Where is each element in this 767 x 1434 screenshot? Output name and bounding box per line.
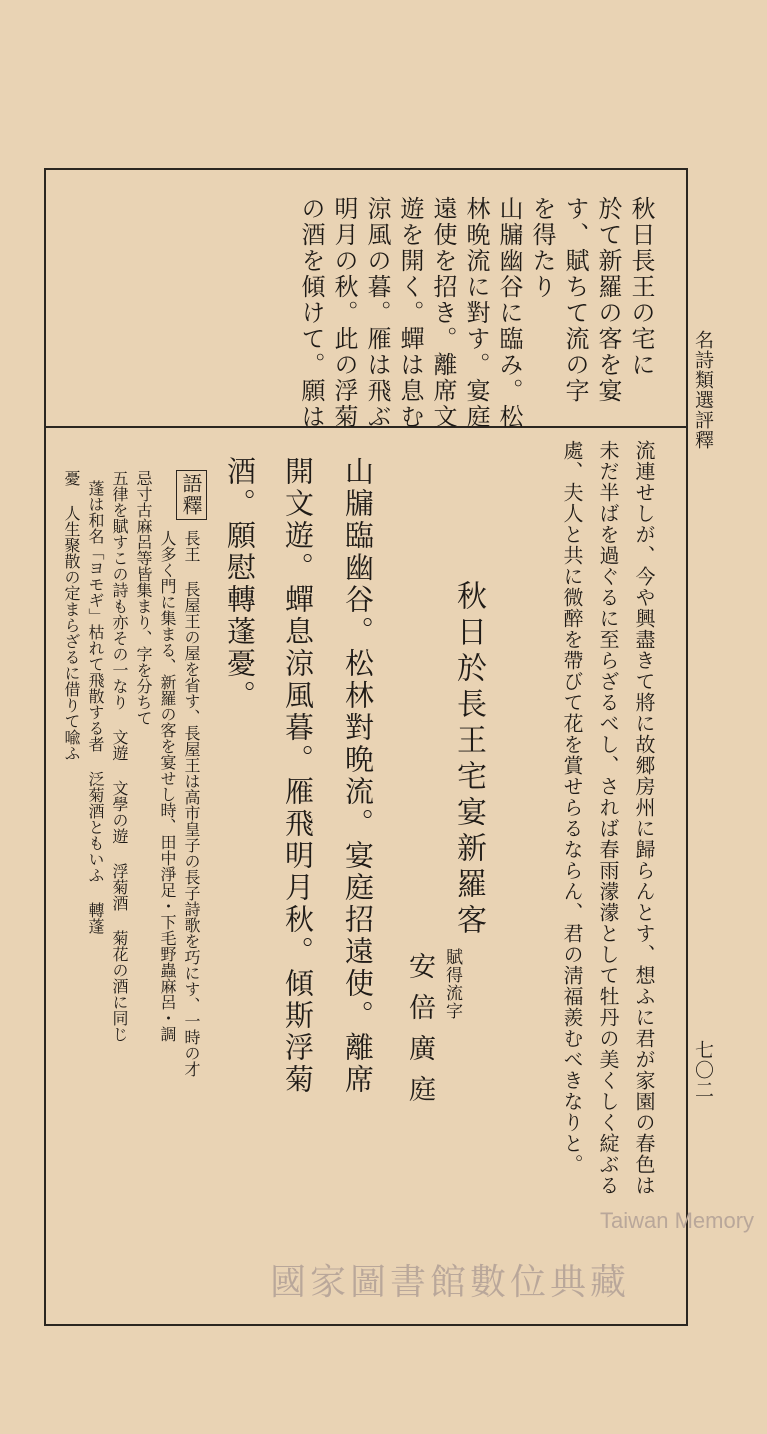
kundoku-line: の酒を傾けて。願は [297,196,325,430]
kundoku-line: 涼風の暮。雁は飛ぶ [363,196,391,430]
poem-line: 酒。願慰轉蓬憂。 [223,456,257,712]
kundoku-line: 遠使を招き。離席文 [429,196,457,430]
kundoku-line: 於て新羅の客を宴 [594,196,622,404]
note-line: 未だ半ばを過ぐるに至らざるべし、されば春雨濛濛として牡丹の美くしく綻ぶる [596,440,620,1196]
poem-title-sub: 賦得流字 [442,948,462,1020]
page-number: 七〇二 [692,1040,714,1100]
watermark-chinese: 國家圖書館數位典藏 [270,1261,631,1302]
gloss-line: 五律を賦すこの詩も亦その一なり 文遊 文學の遊 浮菊酒 菊花の酒に同じ [110,470,129,1042]
note-line: 流連せしが、今や興盡きて將に故郷房州に歸らんとす、想ふに君が家園の春色は [632,440,656,1196]
poem-line: 開文遊。蟬息涼風暮。雁飛明月秋。傾斯浮菊 [281,456,315,1096]
gloss-line: 人多く門に集まる、新羅の客を宴せし時、田中淨足・下毛野蟲麻呂・調 [158,530,177,1042]
kundoku-line: 秋日長王の宅に [627,196,655,378]
kundoku-line: 遊を開く。蟬は息む [396,196,424,430]
book-title: 名詩類選評釋 [692,330,714,450]
gloss-line: 忌寸古麻呂等皆集まり、字を分ちて [134,470,153,726]
poem-line: 山牖臨幽谷。松林對晩流。宴庭招遠使。離席 [341,456,375,1096]
kundoku-line: す、賦ちて流の字 [561,196,589,404]
kundoku-line: 山牖幽谷に臨み。松 [495,196,523,430]
poem-author: 安倍廣庭 [404,952,435,1116]
poem-title: 秋日於長王宅宴新羅客 [451,580,486,940]
gloss-line: 長王 長屋王の屋を省す、長屋王は高市皇子の長子詩歌を巧にす、一時の才 [182,530,201,1077]
gloss-line: 蓬は和名「ヨモギ」枯れて飛散する者 泛菊酒ともいふ 轉蓬 [86,480,105,934]
watermark-latin: Taiwan Memory [600,1208,755,1233]
kundoku-line: 明月の秋。此の浮菊 [330,196,358,430]
gloss-label: 語釋 [176,470,207,520]
kundoku-line: 林晩流に對す。宴庭 [462,196,490,430]
kundoku-line: を得たり [528,196,556,300]
gloss-line: 憂 人生聚散の定まらざるに借りて喩ふ [62,470,81,761]
note-line: 處、夫人と共に微醉を帶びて花を賞せらるならん、君の淸福羨むべきなりと。 [560,440,584,1175]
